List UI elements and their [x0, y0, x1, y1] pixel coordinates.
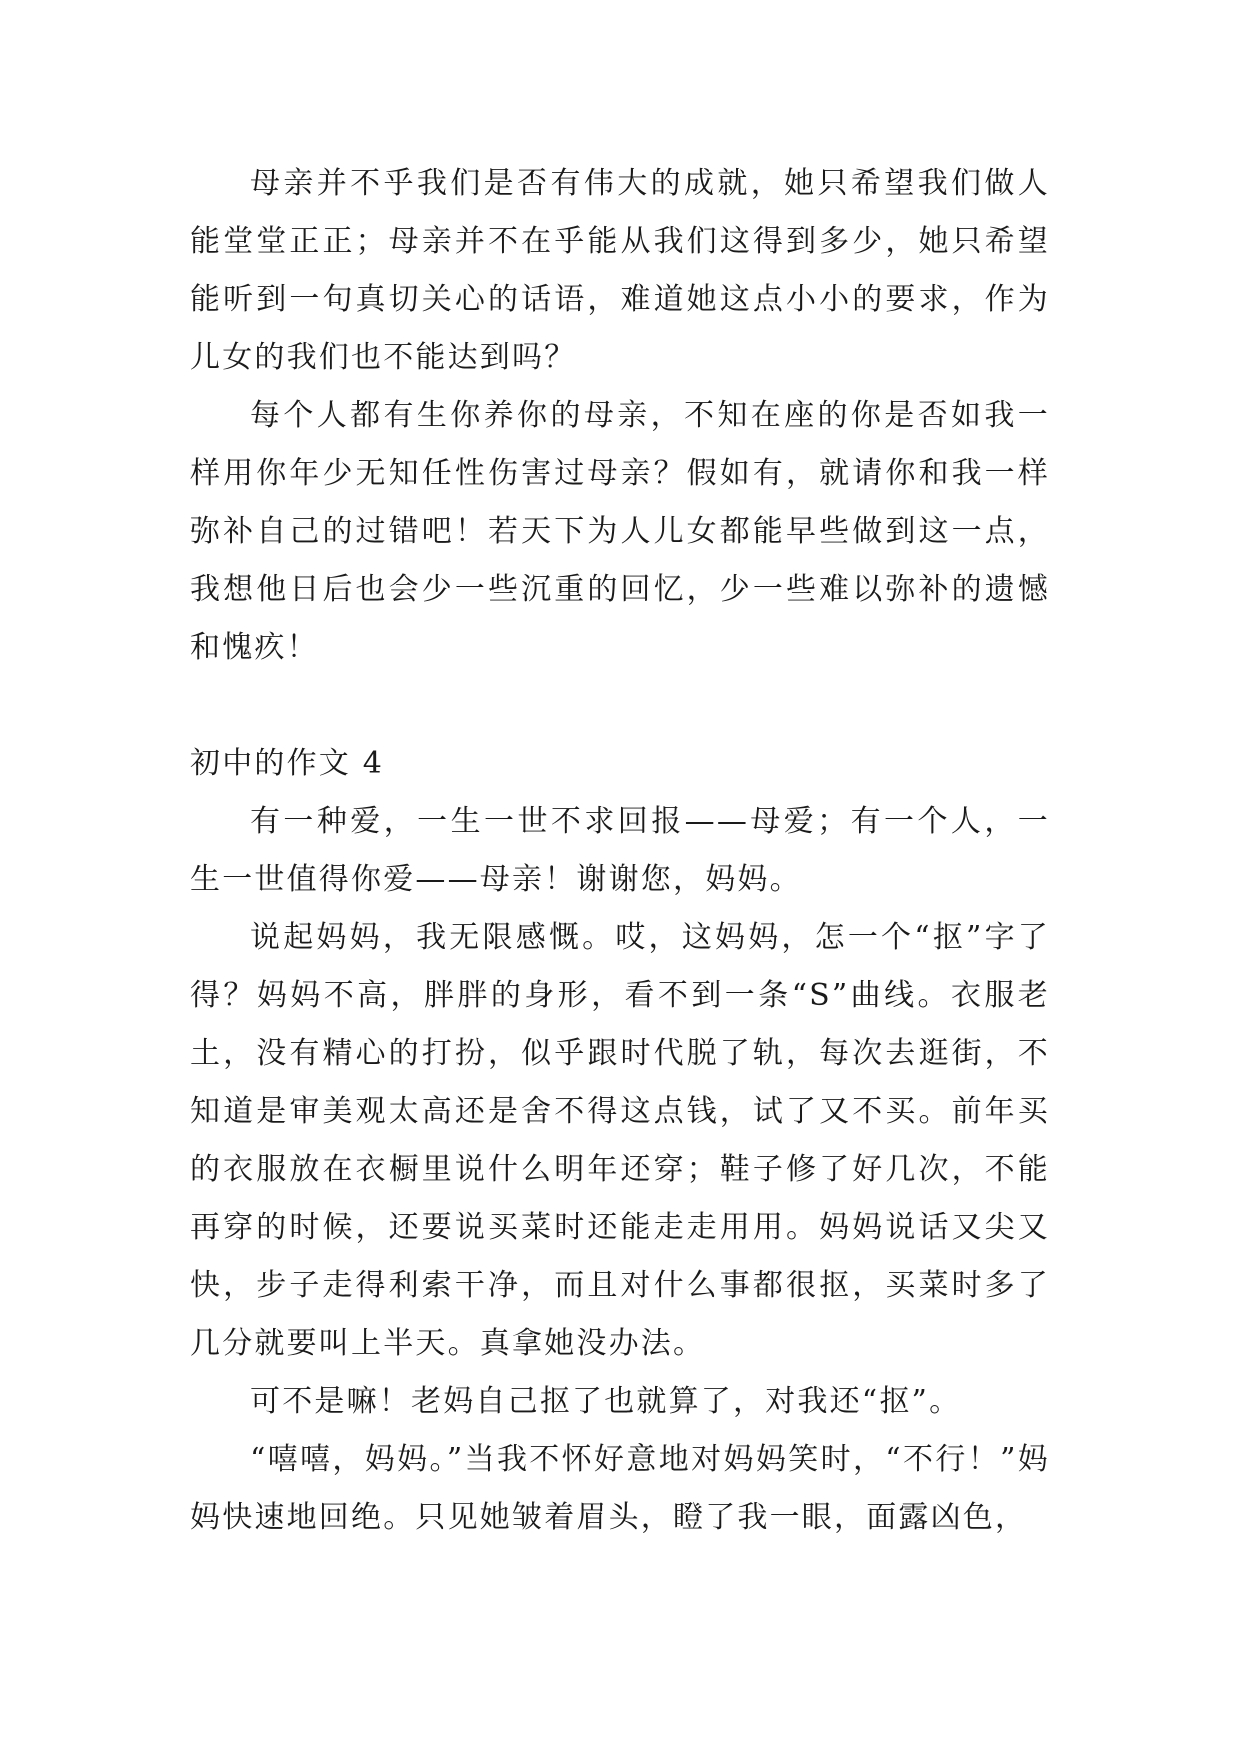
- section-heading: 初中的作文 4: [190, 746, 385, 781]
- paragraph: 有一种爱，一生一世不求回报——母爱；有一个人，一生一世值得你爱——母亲！谢谢您，妈妈。: [190, 804, 1050, 897]
- paragraph: 说起妈妈，我无限感慨。哎，这妈妈，怎一个“抠”字了得？妈妈不高，胖胖的身形，看不到一条“S”曲线。衣服老土，没有精心的打扮，似乎跟时代脱了轨，每次去逛街，不知道是审美观太高还是舍不得这点钱，试了又不买。前年买的衣服放在衣橱里说什么明年还穿；鞋子修了好几次，不能再穿的时候，还要说买菜时还能走走用用。妈妈说话又尖又快，步子走得利索干净，而且对什么事都很抠，买菜时多了几分就要叫上半天。真拿她没办法。: [190, 920, 1050, 1361]
- paragraph: “嘻嘻，妈妈。”当我不怀好意地对妈妈笑时，“不行！”妈妈快速地回绝。只见她皱着眉头，瞪了我一眼，面露凶色，: [190, 1442, 1050, 1535]
- paragraph: 母亲并不乎我们是否有伟大的成就，她只希望我们做人能堂堂正正；母亲并不在乎能从我们这得到多少，她只希望能听到一句真切关心的话语，难道她这点小小的要求，作为儿女的我们也不能达到吗？: [190, 166, 1050, 375]
- paragraph: 可不是嘛！老妈自己抠了也就算了，对我还“抠”。: [250, 1384, 962, 1419]
- document-body: [190, 155, 1050, 1547]
- paragraph: 每个人都有生你养你的母亲，不知在座的你是否如我一样用你年少无知任性伤害过母亲？假如有，就请你和我一样弥补自己的过错吧！若天下为人儿女都能早些做到这一点，我想他日后也会少一些沉重的回忆，少一些难以弥补的遗憾和愧疚！: [190, 398, 1050, 665]
